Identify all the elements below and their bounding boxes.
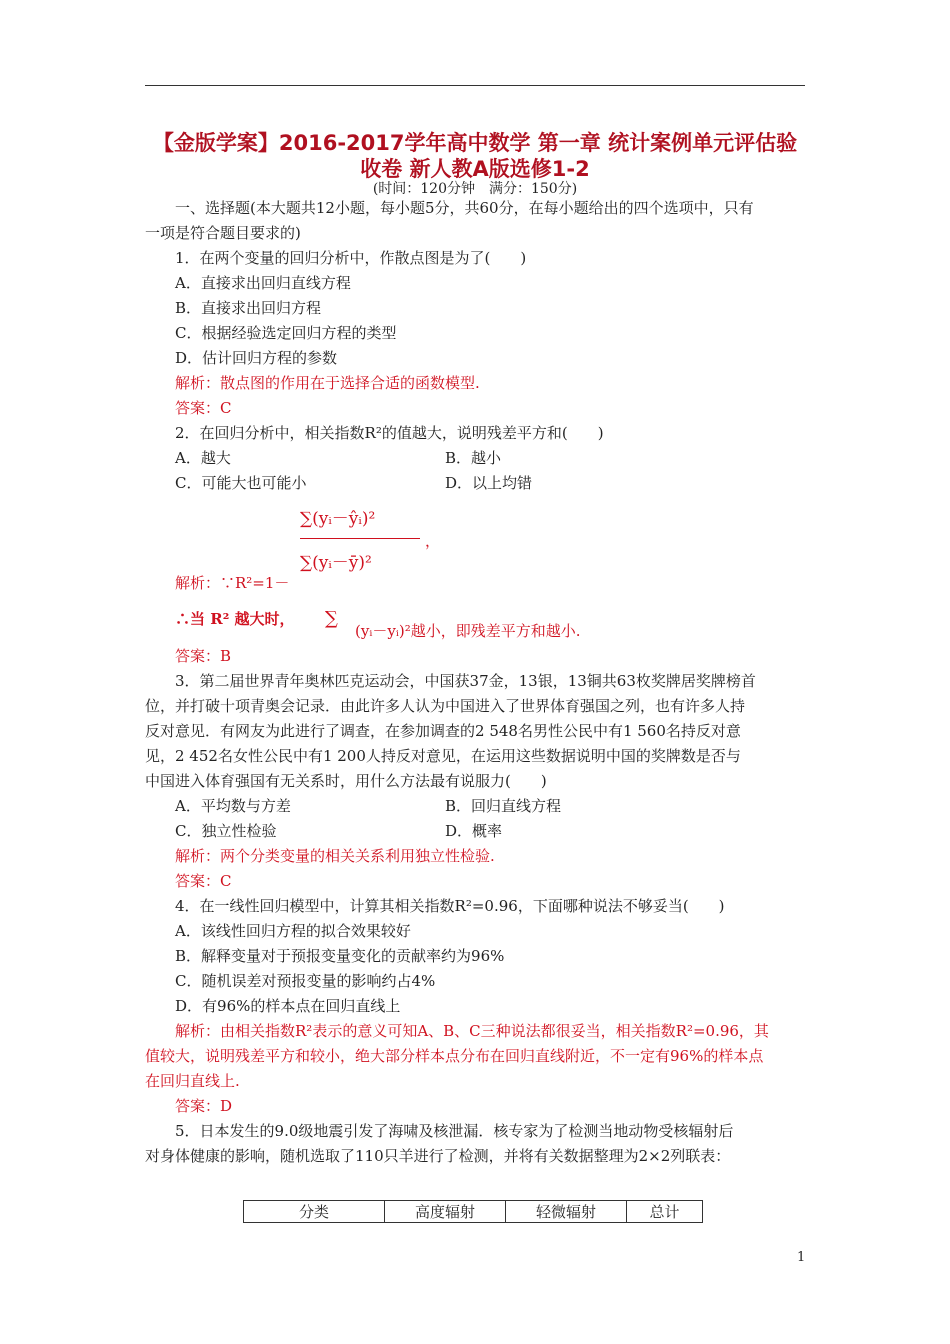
q2-answer-label: 答案： bbox=[175, 647, 221, 665]
q4-option-d: D．有96%的样本点在回归直线上 bbox=[175, 997, 401, 1015]
section-intro-cont: 一项是符合题目要求的) bbox=[145, 224, 301, 242]
q3-option-b: B．回归直线方程 bbox=[445, 797, 562, 815]
q2-answer bbox=[175, 645, 231, 667]
q3-answer-label: 答案： bbox=[175, 872, 221, 890]
q3-line1: 3．第二届世界青年奥林匹克运动会，中国获37金，13银，13铜共63枚奖牌居奖牌榜首 bbox=[175, 672, 756, 690]
doc-subtitle: (时间：120分钟 满分：150分) bbox=[372, 181, 578, 197]
q2-analysis-line2-prefix: ∴当 R² 越大时， bbox=[175, 610, 295, 628]
q5-line2: 对身体健康的影响，随机选取了110只羊进行了检测，并将有关数据整理为2×2列联表： bbox=[145, 1147, 731, 1165]
table-header-cell: 分类 bbox=[244, 1201, 385, 1223]
q2-fraction-bar bbox=[300, 538, 420, 539]
q3-option-c: C．独立性检验 bbox=[175, 822, 277, 840]
q4-option-a: A．该线性回归方程的拟合效果较好 bbox=[175, 922, 411, 940]
q3-option-d: D．概率 bbox=[445, 822, 503, 840]
page-number: 1 bbox=[797, 1250, 806, 1265]
q4-analysis-line1 bbox=[175, 1020, 769, 1042]
q1-option-d: D．估计回归方程的参数 bbox=[175, 349, 338, 367]
q2-formula-comma: ， bbox=[425, 532, 441, 550]
doc-title-line1: 【金版学案】2016-2017学年高中数学 第一章 统计案例单元评估验 bbox=[152, 131, 798, 155]
q4-option-c: C．随机误差对预报变量的影响约占4% bbox=[175, 972, 436, 990]
q2-formula-numerator: ∑(yᵢ－ŷᵢ)² bbox=[300, 509, 376, 529]
q4-analysis-line2: 值较大，说明残差平方和较小，绝大部分样本点分布在回归直线附近，不一定有96%的样本点 bbox=[145, 1047, 764, 1065]
q4-option-b: B．解释变量对于预报变量变化的贡献率约为96% bbox=[175, 947, 505, 965]
q1-analysis bbox=[175, 372, 480, 394]
q1-answer-value: C bbox=[220, 399, 232, 417]
q3-analysis-label: 解析： bbox=[175, 847, 221, 865]
q1-option-c: C．根据经验选定回归方程的类型 bbox=[175, 324, 397, 342]
q1-answer-label: 答案： bbox=[175, 399, 221, 417]
q4-answer-value: D bbox=[220, 1097, 233, 1115]
table-header-cell: 轻微辐射 bbox=[506, 1201, 627, 1223]
q2-analysis-line2-sum: ∑ bbox=[325, 608, 338, 629]
q2-option-b: B．越小 bbox=[445, 449, 502, 467]
q4-stem: 4．在一线性回归模型中，计算其相关指数R²=0.96，下面哪种说法不够妥当( ) bbox=[175, 897, 725, 915]
doc-title-line2: 收卷 新人教A版选修1-2 bbox=[360, 157, 590, 181]
q2-option-a: A．越大 bbox=[175, 449, 231, 467]
q3-option-a: A．平均数与方差 bbox=[175, 797, 291, 815]
q2-option-d: D．以上均错 bbox=[445, 474, 533, 492]
q3-answer bbox=[175, 870, 232, 892]
q3-answer-value: C bbox=[220, 872, 232, 890]
q2-stem: 2．在回归分析中，相关指数R²的值越大，说明残差平方和( ) bbox=[175, 424, 604, 442]
q1-stem: 1．在两个变量的回归分析中，作散点图是为了( ) bbox=[175, 249, 527, 267]
q1-option-a: A．直接求出回归直线方程 bbox=[175, 274, 351, 292]
q4-answer-label: 答案： bbox=[175, 1097, 221, 1115]
header-rule bbox=[145, 85, 805, 86]
q4-answer bbox=[175, 1095, 232, 1117]
q5-line1: 5．日本发生的9.0级地震引发了海啸及核泄漏．核专家为了检测当地动物受核辐射后 bbox=[175, 1122, 734, 1140]
q2-analysis-prefix: 解析：∵R²=1－ bbox=[175, 574, 290, 592]
q1-option-b: B．直接求出回归方程 bbox=[175, 299, 322, 317]
q4-analysis-label: 解析： bbox=[175, 1022, 221, 1040]
contingency-table bbox=[243, 1200, 703, 1223]
q1-analysis-text: 散点图的作用在于选择合适的函数模型. bbox=[220, 374, 480, 392]
q3-line4: 见，2 452名女性公民中有1 200人持反对意见，在运用这些数据说明中国的奖牌数是否与 bbox=[145, 747, 741, 765]
q3-line5: 中国进入体育强国有无关系时，用什么方法最有说服力( ) bbox=[145, 772, 547, 790]
q3-line3: 反对意见．有网友为此进行了调查，在参加调查的2 548名男性公民中有1 560名持反对意 bbox=[145, 722, 741, 740]
q4-analysis-text-1: 由相关指数R²表示的意义可知A、B、C三种说法都很妥当，相关指数R²=0.96，其 bbox=[220, 1022, 769, 1040]
q2-answer-value: B bbox=[220, 647, 232, 665]
table-header-row bbox=[244, 1201, 703, 1223]
table-header-cell: 总计 bbox=[627, 1201, 703, 1223]
q3-analysis bbox=[175, 845, 495, 867]
q1-analysis-label: 解析： bbox=[175, 374, 221, 392]
section-intro: 一、选择题(本大题共12小题，每小题5分，共60分，在每小题给出的四个选项中，只有 bbox=[175, 199, 754, 217]
q4-analysis-line3: 在回归直线上. bbox=[145, 1072, 240, 1090]
q2-formula-denominator: ∑(yᵢ－ȳ)² bbox=[300, 553, 372, 573]
q3-analysis-text: 两个分类变量的相关关系利用独立性检验. bbox=[220, 847, 495, 865]
q3-line2: 位，并打破十项青奥会记录．由此许多人认为中国进入了世界体育强国之列，也有许多人持 bbox=[145, 697, 746, 715]
q1-answer bbox=[175, 397, 232, 419]
q2-analysis-line2-rest: (yᵢ－yᵢ)²越小，即残差平方和越小. bbox=[355, 622, 581, 640]
table-header-cell: 高度辐射 bbox=[385, 1201, 506, 1223]
q2-option-c: C．可能大也可能小 bbox=[175, 474, 307, 492]
